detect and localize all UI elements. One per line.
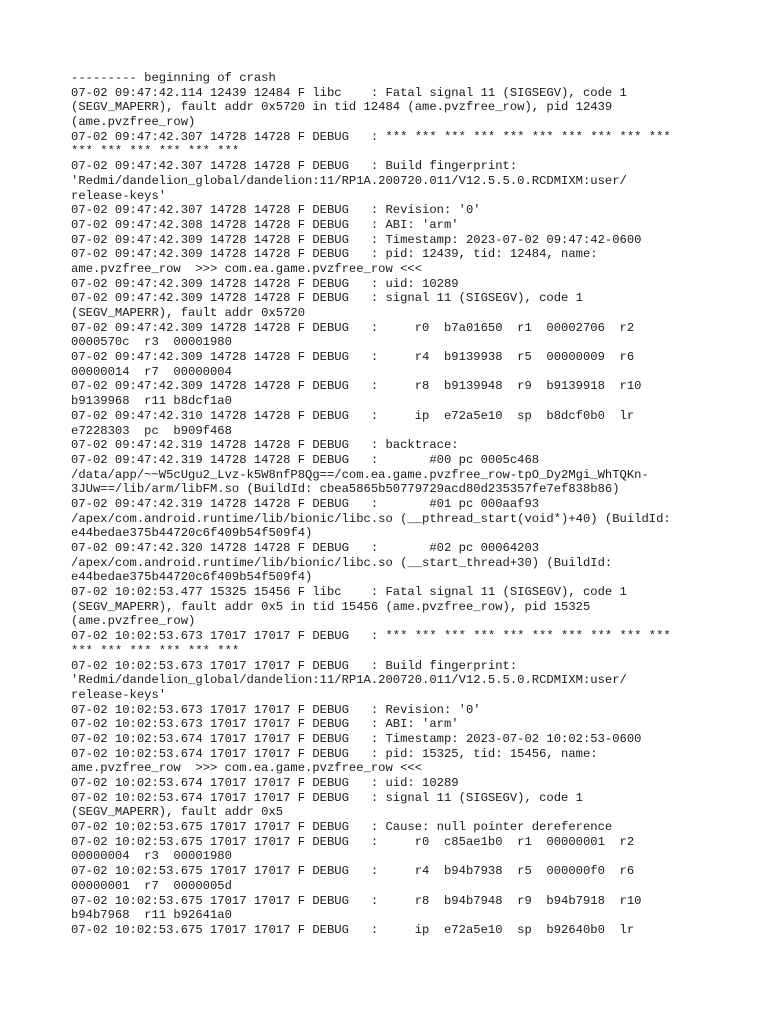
log-line: 07-02 09:47:42.309 14728 14728 F DEBUG : pid: 12439, tid: 12484, name: xyxy=(71,247,598,262)
log-line: ame.pvzfree_row >>> com.ea.game.pvzfree_row <<< xyxy=(71,261,423,276)
log-line: 00000014 r7 00000004 xyxy=(71,364,232,379)
log-line: 07-02 10:02:53.673 17017 17017 F DEBUG : Build fingerprint: xyxy=(71,658,518,673)
log-line: *** *** *** *** *** *** xyxy=(71,144,240,159)
log-line: b94b7968 r11 b92641a0 xyxy=(71,908,232,923)
log-line: (SEGV_MAPERR), fault addr 0x5720 in tid 12484 (ame.pvzfree_row), pid 12439 xyxy=(71,100,613,115)
log-line: 07-02 09:47:42.309 14728 14728 F DEBUG : Timestamp: 2023-07-02 09:47:42-0600 xyxy=(71,232,642,247)
log-line: 07-02 10:02:53.673 17017 17017 F DEBUG : *** *** *** *** *** *** *** *** *** *** xyxy=(71,629,671,644)
log-line: b9139968 r11 b8dcf1a0 xyxy=(71,394,232,409)
log-line: 'Redmi/dandelion_global/dandelion:11/RP1A.200720.011/V12.5.5.0.RCDMIXM:user/ xyxy=(71,173,627,188)
log-line: 07-02 09:47:42.307 14728 14728 F DEBUG : Revision: '0' xyxy=(71,203,481,218)
log-line: release-keys' xyxy=(71,188,167,203)
log-line: (SEGV_MAPERR), fault addr 0x5 in tid 15456 (ame.pvzfree_row), pid 15325 xyxy=(71,599,591,614)
log-line: 07-02 09:47:42.308 14728 14728 F DEBUG : ABI: 'arm' xyxy=(71,217,459,232)
log-line: e7228303 pc b909f468 xyxy=(71,423,232,438)
crash-log xyxy=(71,71,701,938)
log-line: 07-02 10:02:53.675 17017 17017 F DEBUG : r0 c85ae1b0 r1 00000001 r2 xyxy=(71,834,635,849)
log-line: 07-02 09:47:42.309 14728 14728 F DEBUG : r0 b7a01650 r1 00002706 r2 xyxy=(71,320,635,335)
log-line: /apex/com.android.runtime/lib/bionic/libc.so (__pthread_start(void*)+40) (BuildId: xyxy=(71,511,671,526)
log-line: (ame.pvzfree_row) xyxy=(71,614,196,629)
log-line: 07-02 09:47:42.319 14728 14728 F DEBUG : #01 pc 000aaf93 xyxy=(71,496,540,511)
log-line: /apex/com.android.runtime/lib/bionic/libc.so (__start_thread+30) (BuildId: xyxy=(71,555,613,570)
log-line: (ame.pvzfree_row) xyxy=(71,115,196,130)
log-line: 00000004 r3 00001980 xyxy=(71,849,232,864)
log-line: 07-02 09:47:42.319 14728 14728 F DEBUG : #00 pc 0005c468 xyxy=(71,452,540,467)
log-line: 07-02 10:02:53.673 17017 17017 F DEBUG : Revision: '0' xyxy=(71,702,481,717)
log-line: 07-02 10:02:53.674 17017 17017 F DEBUG : uid: 10289 xyxy=(71,776,459,790)
log-line: 00000001 r7 0000005d xyxy=(71,878,232,893)
log-line: 07-02 10:02:53.674 17017 17017 F DEBUG : pid: 15325, tid: 15456, name: xyxy=(71,746,598,761)
log-line: 0000570c r3 00001980 xyxy=(71,335,232,350)
log-line: 07-02 09:47:42.309 14728 14728 F DEBUG : r8 b9139948 r9 b9139918 r10 xyxy=(71,379,642,394)
log-line: --------- beginning of crash xyxy=(71,71,276,85)
log-line: 07-02 09:47:42.307 14728 14728 F DEBUG : Build fingerprint: xyxy=(71,159,518,174)
log-line: 07-02 10:02:53.675 17017 17017 F DEBUG : ip e72a5e10 sp b92640b0 lr xyxy=(71,922,635,937)
log-line: 07-02 10:02:53.674 17017 17017 F DEBUG : Timestamp: 2023-07-02 10:02:53-0600 xyxy=(71,731,642,746)
log-line: (SEGV_MAPERR), fault addr 0x5 xyxy=(71,805,284,820)
log-line: 3JUw==/lib/arm/libFM.so (BuildId: cbea5865b50779729acd80d235357fe7ef838b86) xyxy=(71,482,620,497)
log-line: 07-02 09:47:42.320 14728 14728 F DEBUG : #02 pc 00064203 xyxy=(71,541,540,555)
log-line: release-keys' xyxy=(71,687,167,702)
log-line: 07-02 10:02:53.675 17017 17017 F DEBUG : Cause: null pointer dereference xyxy=(71,820,613,835)
log-line: 07-02 09:47:42.309 14728 14728 F DEBUG : r4 b9139938 r5 00000009 r6 xyxy=(71,350,635,365)
log-line: 07-02 10:02:53.675 17017 17017 F DEBUG : r8 b94b7948 r9 b94b7918 r10 xyxy=(71,893,642,908)
log-line: 07-02 09:47:42.307 14728 14728 F DEBUG : *** *** *** *** *** *** *** *** *** *** xyxy=(71,129,671,144)
log-line: 07-02 09:47:42.319 14728 14728 F DEBUG : backtrace: xyxy=(71,438,459,453)
log-line: *** *** *** *** *** *** xyxy=(71,643,240,658)
log-line: 07-02 10:02:53.477 15325 15456 F libc : Fatal signal 11 (SIGSEGV), code 1 xyxy=(71,585,627,600)
log-line: ame.pvzfree_row >>> com.ea.game.pvzfree_row <<< xyxy=(71,761,423,776)
log-line: (SEGV_MAPERR), fault addr 0x5720 xyxy=(71,306,306,320)
log-line: 07-02 09:47:42.114 12439 12484 F libc : Fatal signal 11 (SIGSEGV), code 1 xyxy=(71,85,627,100)
log-line: e44bedae375b44720c6f409b54f509f4) xyxy=(71,570,313,585)
log-line: 07-02 10:02:53.674 17017 17017 F DEBUG : signal 11 (SIGSEGV), code 1 xyxy=(71,790,583,805)
log-line: 'Redmi/dandelion_global/dandelion:11/RP1A.200720.011/V12.5.5.0.RCDMIXM:user/ xyxy=(71,673,627,688)
log-line: /data/app/~~W5cUgu2_Lvz-k5W8nfP8Qg==/com.ea.game.pvzfree_row-tpO_Dy2Mgi_WhTQKn- xyxy=(71,467,649,482)
log-line: 07-02 09:47:42.309 14728 14728 F DEBUG : uid: 10289 xyxy=(71,276,459,291)
log-line: 07-02 10:02:53.675 17017 17017 F DEBUG : r4 b94b7938 r5 000000f0 r6 xyxy=(71,864,635,879)
log-line: 07-02 09:47:42.309 14728 14728 F DEBUG : signal 11 (SIGSEGV), code 1 xyxy=(71,291,583,306)
log-line: 07-02 10:02:53.673 17017 17017 F DEBUG : ABI: 'arm' xyxy=(71,717,459,732)
log-line: 07-02 09:47:42.310 14728 14728 F DEBUG : ip e72a5e10 sp b8dcf0b0 lr xyxy=(71,408,635,423)
log-line: e44bedae375b44720c6f409b54f509f4) xyxy=(71,526,313,541)
